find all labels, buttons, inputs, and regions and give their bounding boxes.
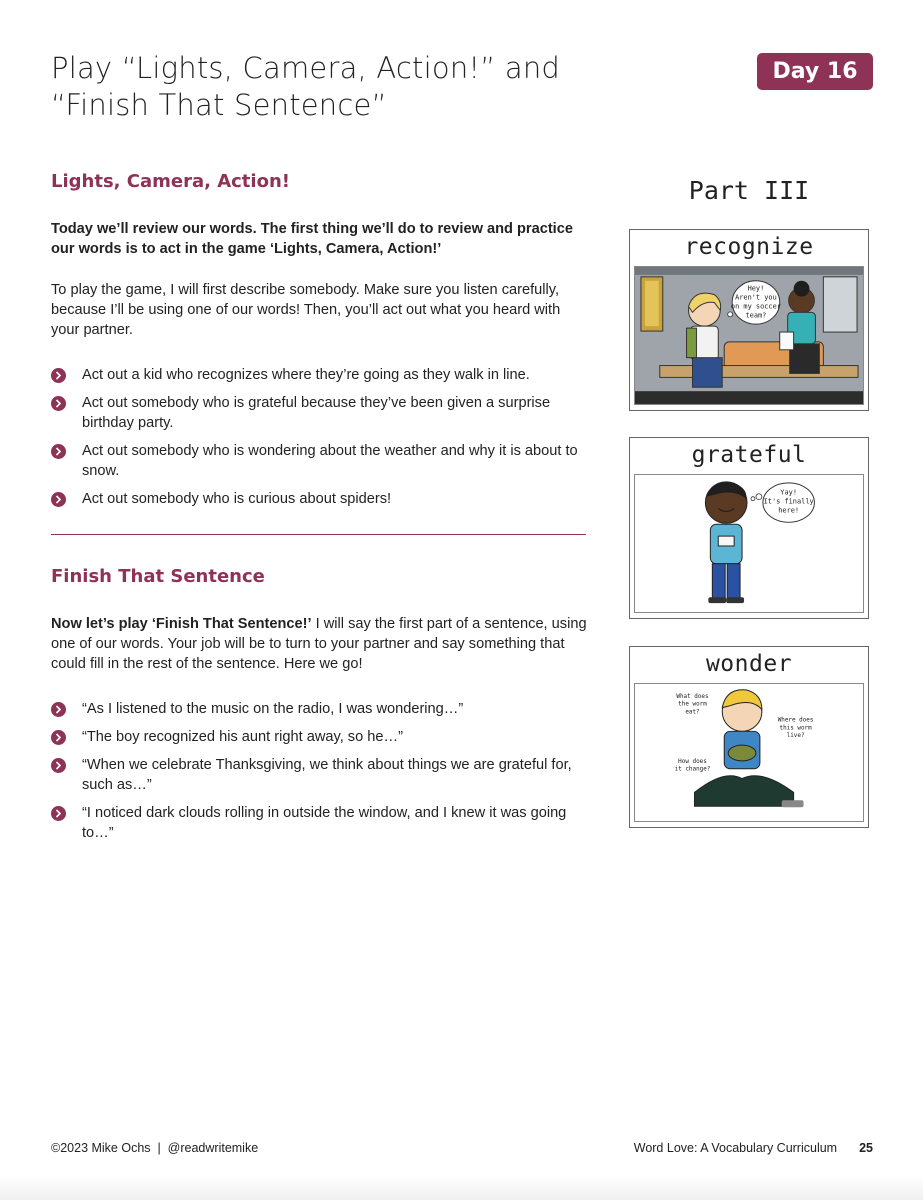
action-bullet-list bbox=[51, 365, 591, 509]
subway-kids-illustration bbox=[635, 267, 863, 404]
chevron-right-icon bbox=[51, 444, 66, 459]
svg-text:Hey!: Hey! bbox=[747, 284, 765, 293]
section2-intro: Now let’s play ‘Finish That Sentence!’ I will say the first part of a sentence, using one of our words. Your job will be to turn to your partner and say something that could fill in the rest of the sentence. Here we go! bbox=[51, 616, 587, 672]
svg-text:How does: How does bbox=[678, 757, 707, 765]
list-item: Act out somebody who is curious about spiders! bbox=[51, 489, 591, 509]
main-content bbox=[51, 170, 591, 851]
grateful-boy-illustration bbox=[635, 475, 863, 612]
card-word: grateful bbox=[691, 442, 807, 468]
section1-paragraph: To play the game, I will first describe somebody. Make sure you listen carefully, because I’ll be using one of our words! Then, you’ll act out what you heard with your partner. bbox=[51, 282, 561, 338]
footer-book-info bbox=[634, 1141, 873, 1155]
part-label: Part III bbox=[688, 176, 810, 205]
sentence-bullet-list bbox=[51, 699, 591, 843]
svg-text:here!: here! bbox=[778, 506, 800, 515]
day-badge: Day 16 bbox=[757, 53, 873, 90]
list-item: “I noticed dark clouds rolling in outside the window, and I knew it was going to…” bbox=[51, 803, 591, 843]
vocab-card-grateful bbox=[629, 437, 869, 619]
list-item: Act out somebody who is grateful because they’ve been given a surprise birthday party. bbox=[51, 393, 591, 433]
chevron-right-icon bbox=[51, 730, 66, 745]
section-divider bbox=[51, 534, 586, 535]
svg-text:on my soccer: on my soccer bbox=[730, 302, 781, 311]
card-illustration bbox=[634, 683, 864, 822]
card-word: recognize bbox=[684, 234, 814, 260]
chevron-right-icon bbox=[51, 368, 66, 383]
svg-text:What does: What does bbox=[676, 692, 709, 700]
wondering-boy-illustration bbox=[635, 684, 863, 821]
svg-text:It's finally: It's finally bbox=[763, 497, 814, 506]
chevron-right-icon bbox=[51, 758, 66, 773]
svg-text:Where does: Where does bbox=[777, 716, 814, 724]
list-item: Act out somebody who is wondering about the weather and why it is about to snow. bbox=[51, 441, 591, 481]
svg-text:Yay!: Yay! bbox=[780, 488, 797, 497]
page-edge-shadow bbox=[0, 1176, 923, 1200]
svg-text:Aren't you: Aren't you bbox=[735, 293, 777, 302]
chevron-right-icon bbox=[51, 492, 66, 507]
section-heading-lights-camera-action: Lights, Camera, Action! bbox=[51, 171, 290, 192]
vocab-card-wonder bbox=[629, 646, 869, 828]
list-item: “When we celebrate Thanksgiving, we think about things we are grateful for, such as…” bbox=[51, 755, 591, 795]
list-item: “As I listened to the music on the radio, I was wondering…” bbox=[51, 699, 591, 719]
footer-copyright: ©2023 Mike Ochs | @readwritemike bbox=[51, 1141, 259, 1155]
chevron-right-icon bbox=[51, 396, 66, 411]
card-illustration bbox=[634, 474, 864, 613]
chevron-right-icon bbox=[51, 806, 66, 821]
card-word: wonder bbox=[705, 651, 793, 677]
card-illustration bbox=[634, 266, 864, 405]
svg-text:eat?: eat? bbox=[685, 708, 700, 716]
chevron-right-icon bbox=[51, 702, 66, 717]
page-number: 25 bbox=[859, 1141, 873, 1155]
footer-book-title: Word Love: A Vocabulary Curriculum bbox=[633, 1141, 838, 1155]
svg-text:the worm: the worm bbox=[678, 700, 707, 708]
section-heading-finish-that-sentence: Finish That Sentence bbox=[51, 566, 265, 587]
list-item: “The boy recognized his aunt right away, so he…” bbox=[51, 727, 591, 747]
section1-lead: Today we’ll review our words. The first thing we’ll do to review and practice our words is to act in the game ‘Lights, Camera, Action!’ bbox=[51, 221, 573, 257]
page-title: Play “Lights, Camera, Action!” and “Finish That Sentence” bbox=[51, 51, 561, 122]
svg-text:this worm: this worm bbox=[779, 724, 812, 732]
svg-text:team?: team? bbox=[745, 311, 767, 320]
list-item: Act out a kid who recognizes where they’re going as they walk in line. bbox=[51, 365, 591, 385]
svg-text:it change?: it change? bbox=[674, 765, 711, 773]
vocab-card-recognize bbox=[629, 229, 869, 411]
svg-text:live?: live? bbox=[786, 732, 805, 740]
